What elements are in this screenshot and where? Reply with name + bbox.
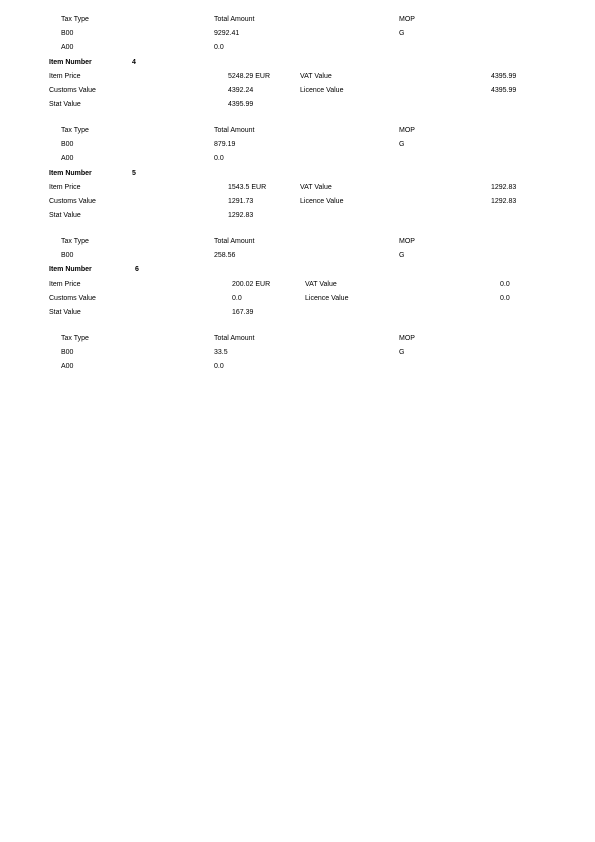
stat-value: 1292.83 [228, 212, 254, 219]
total-amount-header: Total Amount [214, 335, 255, 342]
item-number-value: 4 [132, 59, 136, 66]
tax-type-cell: B00 [61, 141, 74, 148]
item-price-label: Item Price [49, 73, 81, 80]
item-price-value: 200.02 EUR [232, 281, 271, 288]
tax-type-cell: A00 [61, 363, 74, 370]
tax-type-header: Tax Type [61, 238, 89, 245]
licence-value: 1292.83 [491, 198, 517, 205]
licence-value: 4395.99 [491, 87, 517, 94]
vat-value: 1292.83 [491, 184, 517, 191]
vat-value: 4395.99 [491, 73, 517, 80]
mop-header: MOP [399, 16, 415, 23]
item-price-value: 5248.29 EUR [228, 73, 271, 80]
stat-value-label: Stat Value [49, 101, 81, 108]
customs-value-label: Customs Value [49, 87, 96, 94]
vat-value: 0.0 [500, 281, 510, 288]
mop-header: MOP [399, 335, 415, 342]
tax-amount-cell: 9292.41 [214, 30, 240, 37]
tax-type-header: Tax Type [61, 127, 89, 134]
vat-value-label: VAT Value [300, 73, 332, 80]
customs-value: 4392.24 [228, 87, 254, 94]
licence-value: 0.0 [500, 295, 510, 302]
licence-value-label: Licence Value [300, 198, 344, 205]
tax-amount-cell: 0.0 [214, 44, 224, 51]
tax-type-cell: A00 [61, 155, 74, 162]
vat-value-label: VAT Value [305, 281, 337, 288]
total-amount-header: Total Amount [214, 16, 255, 23]
mop-header: MOP [399, 127, 415, 134]
tax-amount-cell: 0.0 [214, 155, 224, 162]
stat-value-label: Stat Value [49, 212, 81, 219]
item-price-value: 1543.5 EUR [228, 184, 267, 191]
item-number-label: Item Number [49, 59, 92, 66]
tax-type-cell: B00 [61, 30, 74, 37]
tax-amount-cell: 879.19 [214, 141, 236, 148]
tax-amount-cell: 33.5 [214, 349, 228, 356]
customs-value: 0.0 [232, 295, 242, 302]
tax-amount-cell: 258.56 [214, 252, 236, 259]
stat-value: 167.39 [232, 309, 254, 316]
stat-value: 4395.99 [228, 101, 254, 108]
item-number-label: Item Number [49, 170, 92, 177]
mop-header: MOP [399, 238, 415, 245]
tax-type-header: Tax Type [61, 16, 89, 23]
total-amount-header: Total Amount [214, 238, 255, 245]
vat-value-label: VAT Value [300, 184, 332, 191]
tax-mop-cell: G [399, 252, 405, 259]
total-amount-header: Total Amount [214, 127, 255, 134]
item-number-label: Item Number [49, 266, 92, 273]
customs-value-label: Customs Value [49, 198, 96, 205]
item-price-label: Item Price [49, 281, 81, 288]
item-number-value: 6 [135, 266, 139, 273]
customs-value: 1291.73 [228, 198, 254, 205]
stat-value-label: Stat Value [49, 309, 81, 316]
tax-mop-cell: G [399, 30, 405, 37]
customs-value-label: Customs Value [49, 295, 96, 302]
item-price-label: Item Price [49, 184, 81, 191]
tax-type-cell: A00 [61, 44, 74, 51]
tax-type-header: Tax Type [61, 335, 89, 342]
tax-type-cell: B00 [61, 252, 74, 259]
licence-value-label: Licence Value [300, 87, 344, 94]
tax-mop-cell: G [399, 349, 405, 356]
item-number-value: 5 [132, 170, 136, 177]
tax-type-cell: B00 [61, 349, 74, 356]
tax-amount-cell: 0.0 [214, 363, 224, 370]
tax-mop-cell: G [399, 141, 405, 148]
licence-value-label: Licence Value [305, 295, 349, 302]
